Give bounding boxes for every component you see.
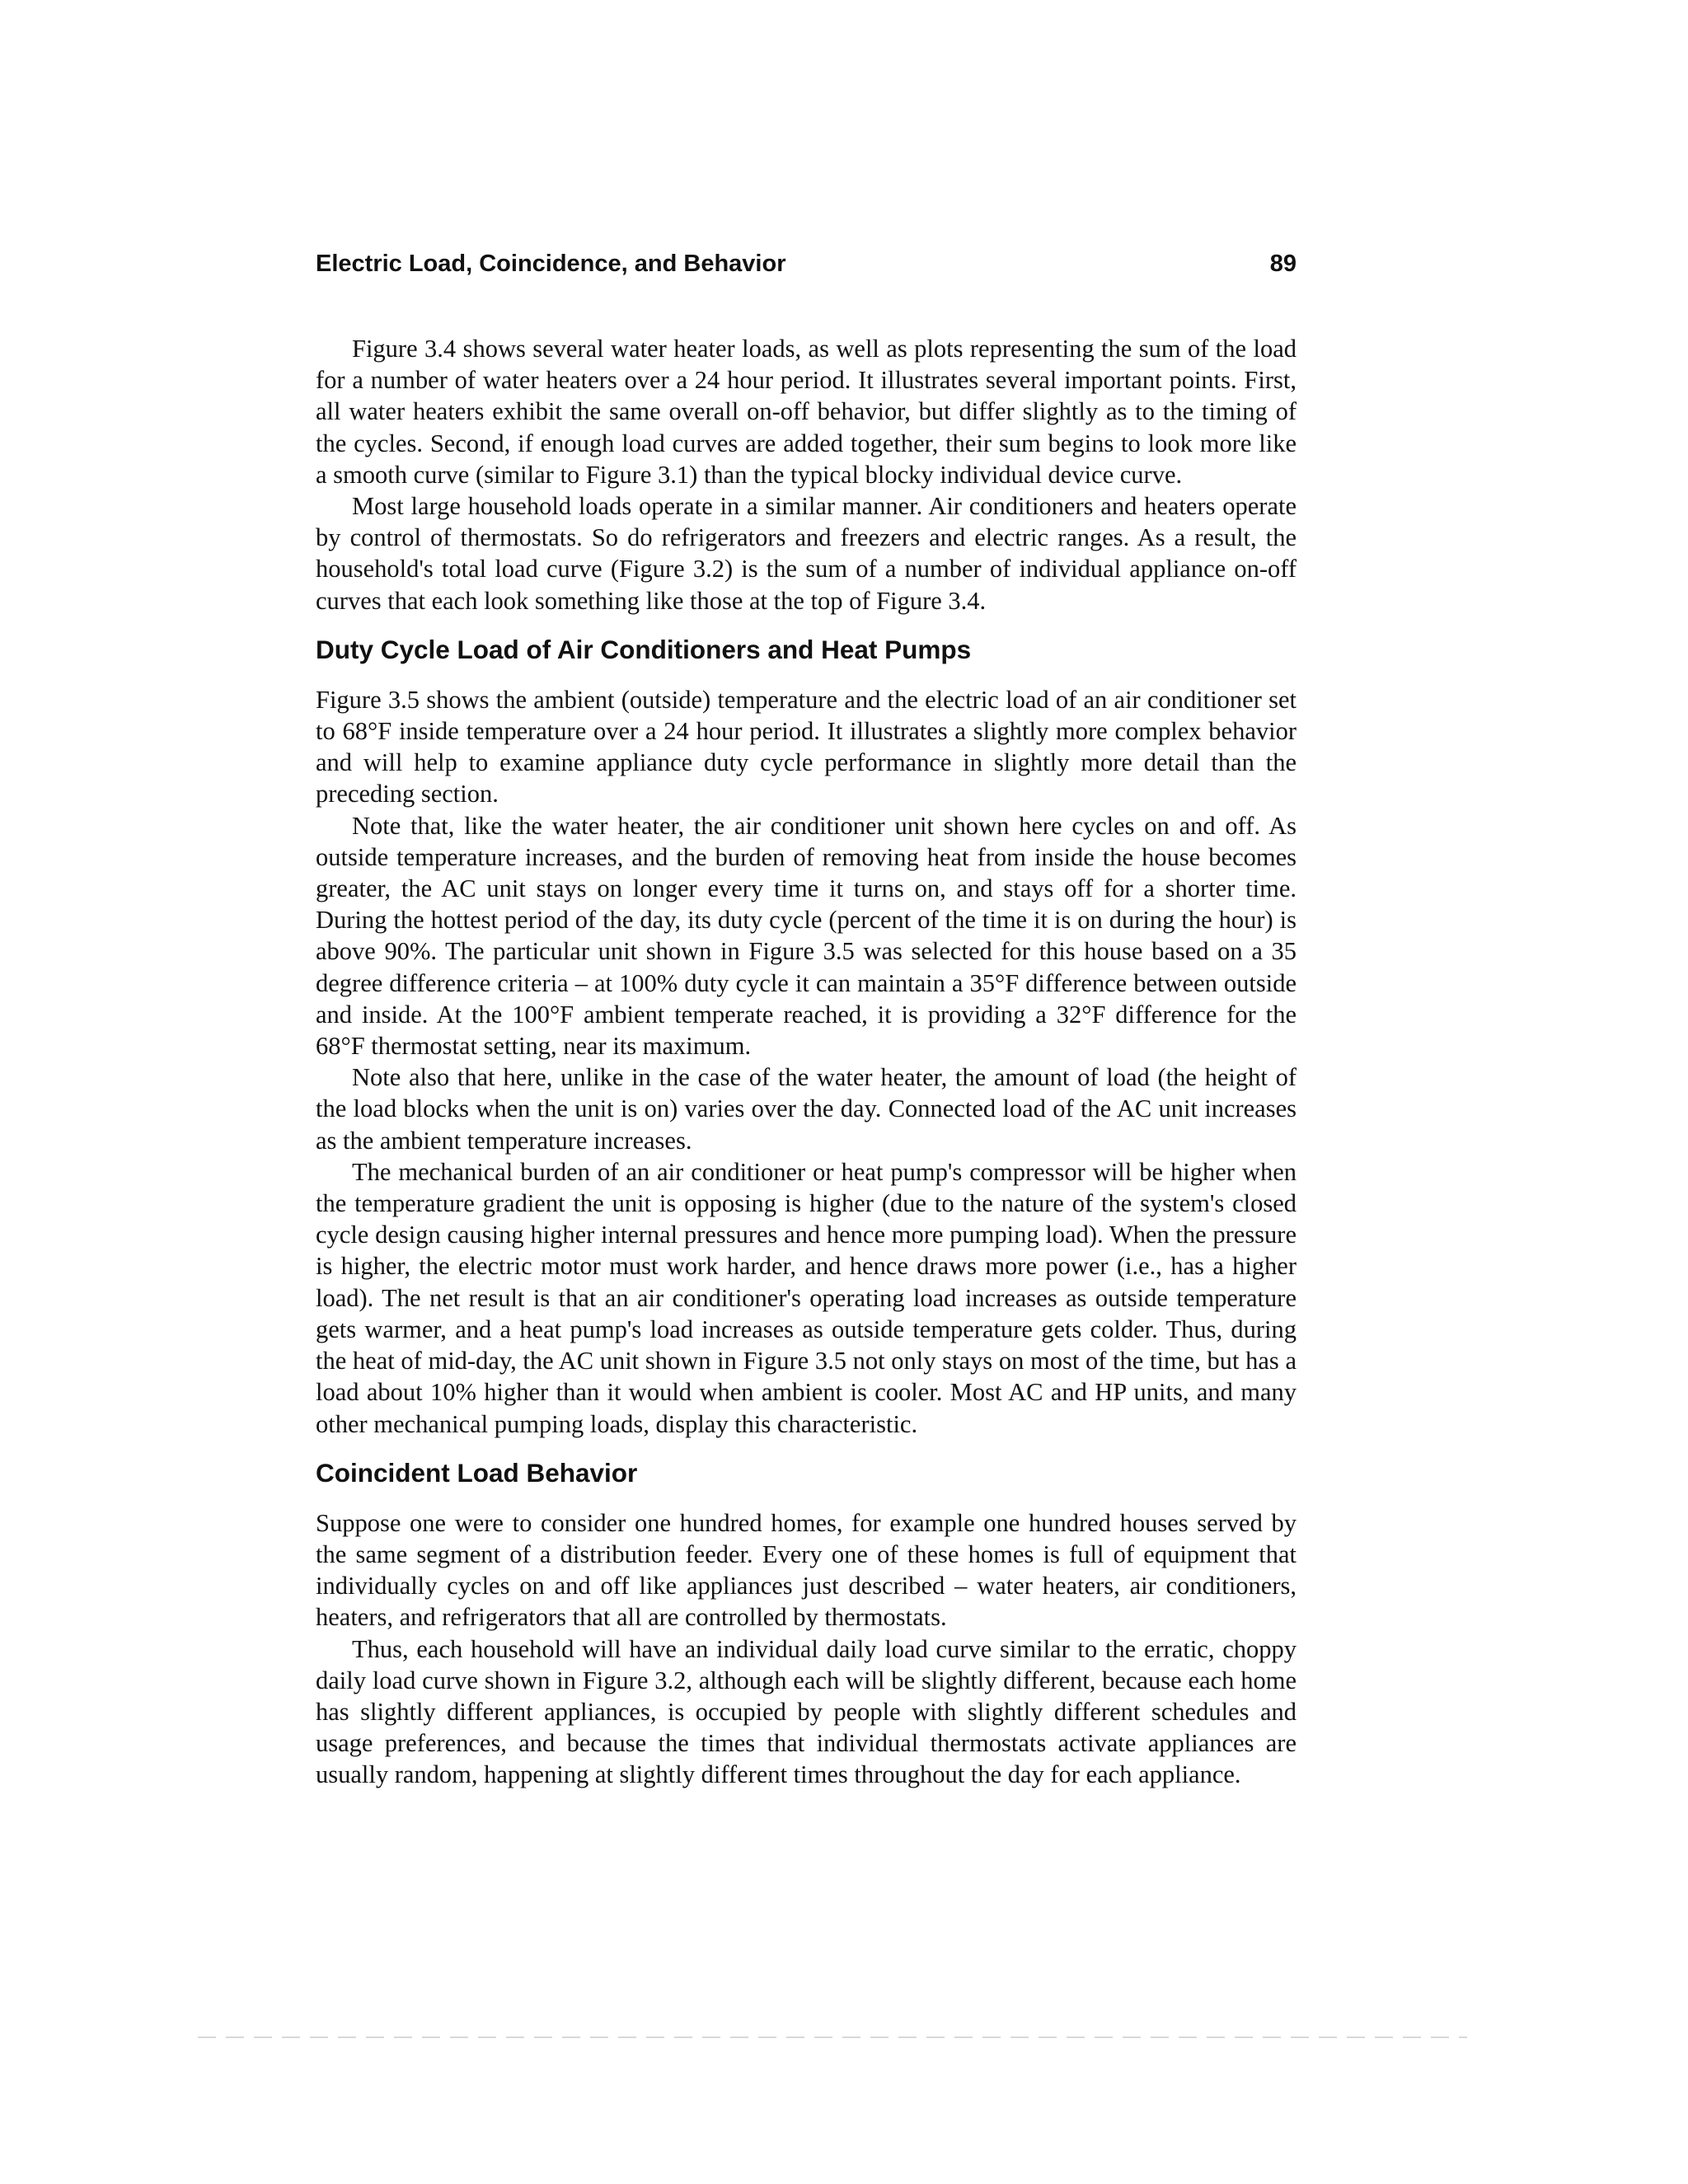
paragraph: Note also that here, unlike in the case of the water heater, the amount of load (the height of the load blocks when the unit is on) varies over the day. Connected load of the AC unit increases as the ambient temperature increases.: [316, 1063, 1296, 1155]
section-heading: Duty Cycle Load of Air Conditioners and Heat Pumps: [316, 634, 972, 664]
scan-artifact-line: [198, 2036, 1467, 2038]
section-heading: Coincident Load Behavior: [316, 1457, 638, 1488]
paragraph: Figure 3.4 shows several water heater loads, as well as plots representing the sum of the load for a number of water heaters over a 24 hour period. It illustrates several important points. First, all water heaters exhibit the same overall on-off behavior, but differ slightly as to the timing of the cycles. Second, if enough load curves are added together, their sum begins to look more like a smooth curve (similar to Figure 3.1) than the typical blocky individual device curve.: [316, 335, 1296, 489]
running-title: Electric Load, Coincidence, and Behavior: [316, 251, 786, 277]
page-number: 89: [1269, 251, 1296, 277]
paragraph: Most large household loads operate in a similar manner. Air conditioners and heaters operate by control of thermostats. So do refrigerators and freezers and electric ranges. As a result, the household's total load curve (Figure 3.2) is the sum of a number of individual appliance on-off curves that each look something like those at the top of Figure 3.4.: [316, 492, 1296, 615]
body-text: [316, 333, 1296, 1791]
paragraph: Suppose one were to consider one hundred homes, for example one hundred houses served by the same segment of a distribution feeder. Every one of these homes is full of equipment that individually cycles on and off like appliances just described – water heaters, air conditioners, heaters, and refrigerators that all are controlled by thermostats.: [316, 1508, 1296, 1632]
running-header: [316, 246, 1296, 282]
paragraph: Figure 3.5 shows the ambient (outside) temperature and the electric load of an air conditioner set to 68°F inside temperature over a 24 hour period. It illustrates a slightly more complex behavior and will help to examine appliance duty cycle performance in slightly more detail than the preceding section.: [316, 685, 1296, 808]
paragraph: The mechanical burden of an air conditioner or heat pump's compressor will be higher when the temperature gradient the unit is opposing is higher (due to the nature of the system's closed cycle design causing higher internal pressures and hence more pumping load). When the pressure is higher, the electric motor must work harder, and hence draws more power (i.e., has a higher load). The net result is that an air conditioner's operating load increases as outside temperature gets warmer, and a heat pump's load increases as outside temperature gets colder. Thus, during the heat of mid-day, the AC unit shown in Figure 3.5 not only stays on most of the time, but has a load about 10% higher than it would when ambient is cooler. Most AC and HP units, and many other mechanical pumping loads, display this characteristic.: [316, 1157, 1296, 1438]
paragraph: Thus, each household will have an individual daily load curve similar to the erratic, choppy daily load curve shown in Figure 3.2, although each will be slightly different, because each home has slightly different appliances, is occupied by people with slightly different schedules and usage preferences, and because the times that individual thermostats activate appliances are usually random, happening at slightly different times throughout the day for each appliance.: [316, 1634, 1296, 1789]
paragraph: Note that, like the water heater, the air conditioner unit shown here cycles on and off. As outside temperature increases, and the burden of removing heat from inside the house becomes greater, the AC unit stays on longer every time it turns on, and stays off for a shorter time. During the hottest period of the day, its duty cycle (percent of the time it is on during the hour) is above 90%. The particular unit shown in Figure 3.5 was selected for this house based on a 35 degree difference criteria – at 100% duty cycle it can maintain a 35°F difference between outside and inside. At the 100°F ambient temperate reached, it is providing a 32°F difference for the 68°F thermostat setting, near its maximum.: [316, 811, 1296, 1061]
